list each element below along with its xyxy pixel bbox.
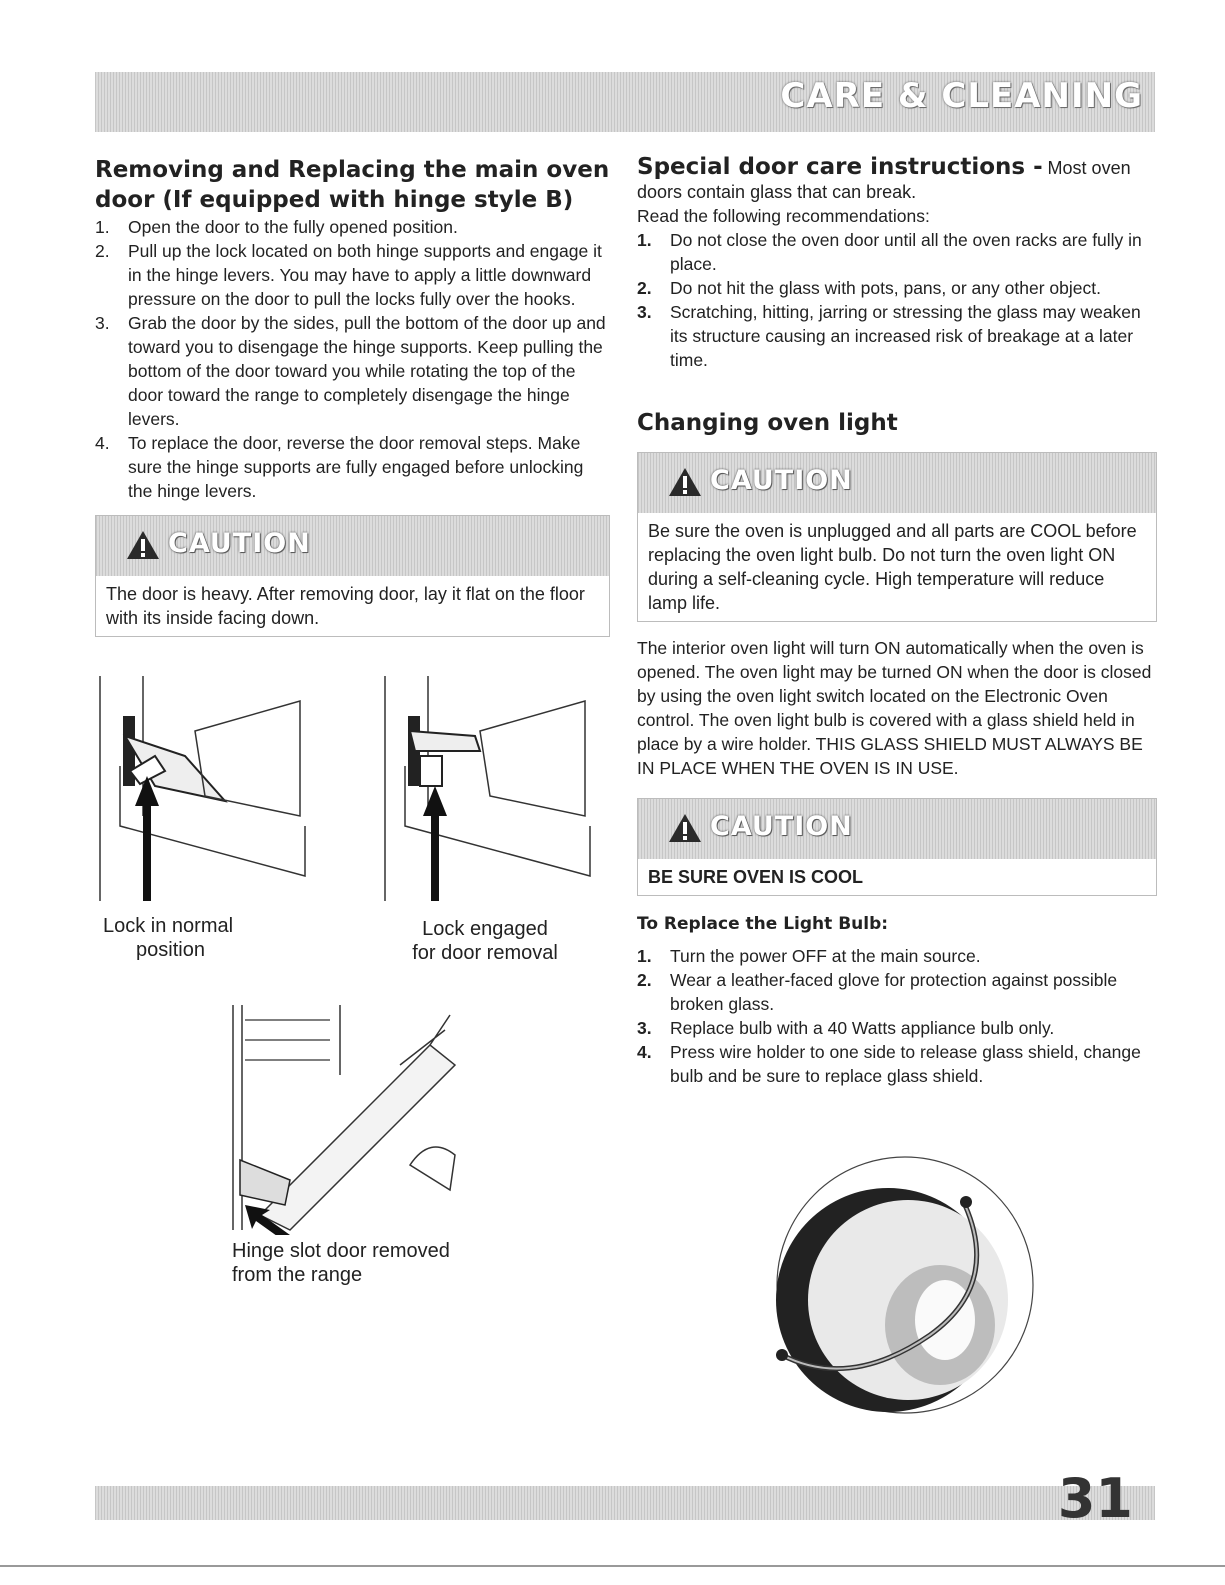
cool-caution-box <box>637 798 1157 896</box>
special-care-intro <box>637 155 1157 204</box>
caution-text: Be sure the oven is unplugged and all parts are COOL before replacing the oven light bulb. Do not turn the oven light ON during a self-cleaning cycle. High temperature will reduce lamp life. <box>648 521 1137 613</box>
list-item: 3. Scratching, hitting, jarring or stressing the glass may weaken its structure causing an increased risk of breakage at a later time. <box>637 302 1141 370</box>
list-item: 4. Press wire holder to one side to release glass shield, change bulb and be sure to replace glass shield. <box>637 1042 1141 1086</box>
special-care-lead: Most oven doors contain glass that can break. <box>637 158 1131 202</box>
changing-light-heading: Changing oven light <box>637 410 898 436</box>
page-number: 31 <box>1057 1467 1133 1530</box>
caution-header <box>638 453 1156 513</box>
list-item: 3. Grab the door by the sides, pull the bottom of the door up and toward you to disengage the hinge supports. Keep pulling the bottom of the door toward you while rotating the top of the door toward the range to completely disengage the hinge levers. <box>95 313 606 429</box>
warning-icon <box>668 813 702 843</box>
special-care-read: Read the following recommendations: <box>637 206 930 226</box>
hinge-slot-illustration <box>230 1005 470 1235</box>
list-item: 3. Replace bulb with a 40 Watts appliance bulb only. <box>637 1018 1055 1038</box>
door-removal-heading: Removing and Replacing the main oven door (If equipped with hinge style B) <box>95 157 610 213</box>
light-paragraph: The interior oven light will turn ON automatically when the oven is opened. The oven light may be turned ON when the door is closed by using the oven light switch located on the Electronic Oven control. The oven light bulb is covered with a glass shield held in place by a wire holder. THIS GLASS SHIELD MUST ALWAYS BE IN PLACE WHEN THE OVEN IS IN USE. <box>637 638 1152 778</box>
list-item: 2. Do not hit the glass with pots, pans, or any other object. <box>637 278 1101 298</box>
caution-header <box>638 799 1156 859</box>
right-column <box>637 155 1157 1088</box>
footer-band <box>95 1486 1155 1520</box>
caution-title: CAUTION <box>168 528 311 559</box>
replace-bulb-steps <box>637 944 1157 1088</box>
warning-icon <box>126 530 160 560</box>
caution-title: CAUTION <box>710 465 853 496</box>
list-item: 2. Pull up the lock located on both hinge supports and engage it in the hinge levers. You may have to apply a little downward pressure on the door to pull the locks fully over the hooks. <box>95 241 602 309</box>
list-item: 1. Turn the power OFF at the main source. <box>637 946 981 966</box>
hinge-slot-caption: Hinge slot door removed from the range <box>232 1240 450 1286</box>
list-item: 1. Open the door to the fully opened position. <box>95 217 458 237</box>
section-title: CARE & CLEANING <box>780 76 1143 116</box>
list-item: 1. Do not close the oven door until all the oven racks are fully in place. <box>637 230 1142 274</box>
caution-text: BE SURE OVEN IS COOL <box>648 867 864 887</box>
special-care-steps <box>637 228 1157 372</box>
door-caution-box <box>95 515 610 637</box>
replace-bulb-heading: To Replace the Light Bulb: <box>637 914 889 934</box>
special-care-heading: Special door care instructions - <box>637 154 1043 180</box>
caution-header <box>96 516 609 576</box>
light-caution-box <box>637 452 1157 622</box>
lock-normal-caption: Lock in normal position <box>103 915 234 961</box>
lock-normal-illustration <box>95 676 315 906</box>
list-item: 4. To replace the door, reverse the door removal steps. Make sure the hinge supports are fully engaged before unlocking the hinge levers. <box>95 433 584 501</box>
list-item: 2. Wear a leather-faced glove for protection against possible broken glass. <box>637 970 1118 1014</box>
caution-title: CAUTION <box>710 811 853 842</box>
warning-icon <box>668 467 702 497</box>
door-removal-steps <box>95 215 610 503</box>
bottom-rule <box>0 1565 1225 1567</box>
left-column <box>95 155 610 637</box>
light-shield-illustration <box>770 1150 1040 1420</box>
lock-engaged-caption: Lock engaged for door removal <box>412 918 558 964</box>
caution-text: The door is heavy. After removing door, lay it flat on the floor with its inside facing down. <box>106 584 585 628</box>
lock-engaged-illustration <box>380 676 600 906</box>
